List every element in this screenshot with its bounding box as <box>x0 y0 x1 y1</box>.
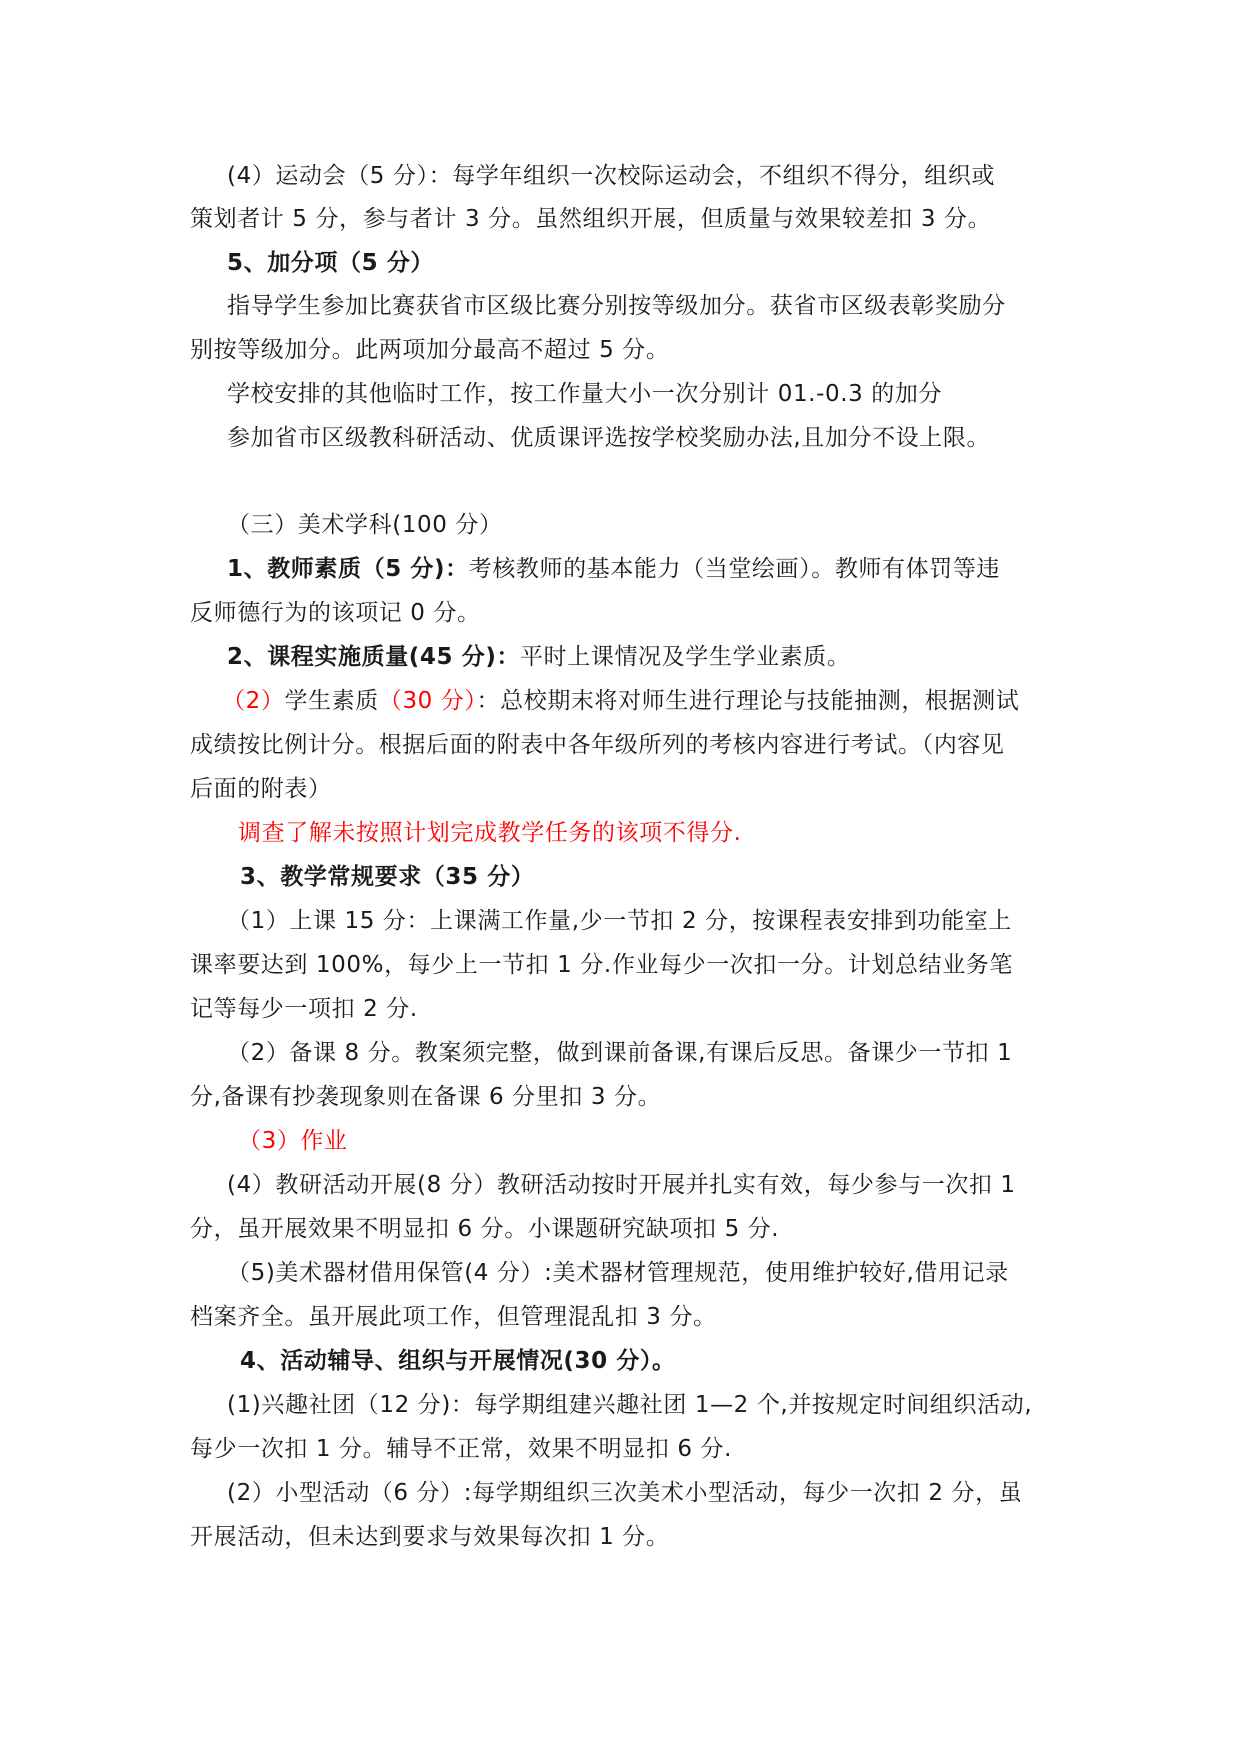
paragraph-line <box>227 641 1107 673</box>
paragraph-line: 分，虽开展效果不明显扣 6 分。小课题研究缺项扣 5 分. <box>190 1216 780 1242</box>
paragraph-line: 学校安排的其他临时工作，按工作量大小一次分别计 01.-0.3 的加分 <box>227 381 943 407</box>
paragraph-line: 别按等级加分。此两项加分最高不超过 5 分。 <box>190 337 670 363</box>
section-heading: 4、活动辅导、组织与开展情况(30 分）。 <box>240 1348 676 1374</box>
item-text: ：总校期末将对师生进行理论与技能抽测，根据测试 <box>476 688 1020 714</box>
paragraph-line: 每少一次扣 1 分。辅导不正常，效果不明显扣 6 分. <box>190 1436 733 1462</box>
paragraph-line: 分,备课有抄袭现象则在备课 6 分里扣 3 分。 <box>190 1084 662 1110</box>
item-text: 平时上课情况及学生学业素质。 <box>520 644 851 670</box>
red-score: （30 分） <box>378 688 477 714</box>
paragraph-line: 档案齐全。虽开展此项工作，但管理混乱扣 3 分。 <box>190 1304 717 1330</box>
paragraph-line: 反师德行为的该项记 0 分。 <box>190 600 481 626</box>
item-heading: 2、课程实施质量(45 分)： <box>227 644 521 670</box>
item-heading: 1、教师素质（5 分)： <box>227 556 469 582</box>
section-heading: 5、加分项（5 分） <box>227 250 435 276</box>
paragraph-line: 策划者计 5 分，参与者计 3 分。虽然组织开展，但质量与效果较差扣 3 分。 <box>190 206 992 232</box>
paragraph-line: 后面的附表） <box>190 776 332 802</box>
subject-heading: （三）美术学科(100 分） <box>227 512 503 538</box>
paragraph-line: （5)美术器材借用保管(4 分）:美术器材管理规范，使用维护较好,借用记录 <box>227 1260 1009 1286</box>
paragraph-line: 指导学生参加比赛获省市区级比赛分别按等级加分。获省市区级表彰奖励分 <box>227 293 1006 319</box>
paragraph-line: (4）教研活动开展(8 分）教研活动按时开展并扎实有效，每少参与一次扣 1 <box>227 1172 1016 1198</box>
paragraph-line: (4）运动会（5 分）：每学年组织一次校际运动会，不组织不得分，组织或 <box>227 163 996 189</box>
red-number: （2） <box>222 688 285 714</box>
section-heading: 3、教学常规要求（35 分） <box>240 864 535 890</box>
paragraph-line: 成绩按比例计分。根据后面的附表中各年级所列的考核内容进行考试。（内容见 <box>190 732 1005 758</box>
paragraph-line: (1)兴趣社团（12 分)：每学期组建兴趣社团 1—2 个,并按规定时间组织活动, <box>227 1392 1033 1418</box>
red-item: （3）作业 <box>238 1128 348 1154</box>
paragraph-line: (2）小型活动（6 分）:每学期组织三次美术小型活动，每少一次扣 2 分，虽 <box>227 1480 1023 1506</box>
paragraph-line: 参加省市区级教科研活动、优质课评选按学校奖励办法,且加分不设上限。 <box>227 425 991 451</box>
paragraph-line: 开展活动，但未达到要求与效果每次扣 1 分。 <box>190 1524 670 1550</box>
paragraph-line: 课率要达到 100%，每少上一节扣 1 分.作业每少一次扣一分。计划总结业务笔 <box>190 952 1014 978</box>
paragraph-line <box>222 685 1102 717</box>
paragraph-line: 记等每少一项扣 2 分. <box>190 996 418 1022</box>
item-text: 学生素质 <box>284 688 379 714</box>
item-text: 考核教师的基本能力（当堂绘画）。教师有体罚等违 <box>468 556 1001 582</box>
paragraph-line: （2）备课 8 分。教案须完整，做到课前备课,有课后反思。备课少一节扣 1 <box>227 1040 1013 1066</box>
red-note: 调查了解未按照计划完成教学任务的该项不得分. <box>238 820 742 846</box>
paragraph-line: （1）上课 15 分：上课满工作量,少一节扣 2 分，按课程表安排到功能室上 <box>227 908 1012 934</box>
paragraph-line <box>227 553 1107 585</box>
